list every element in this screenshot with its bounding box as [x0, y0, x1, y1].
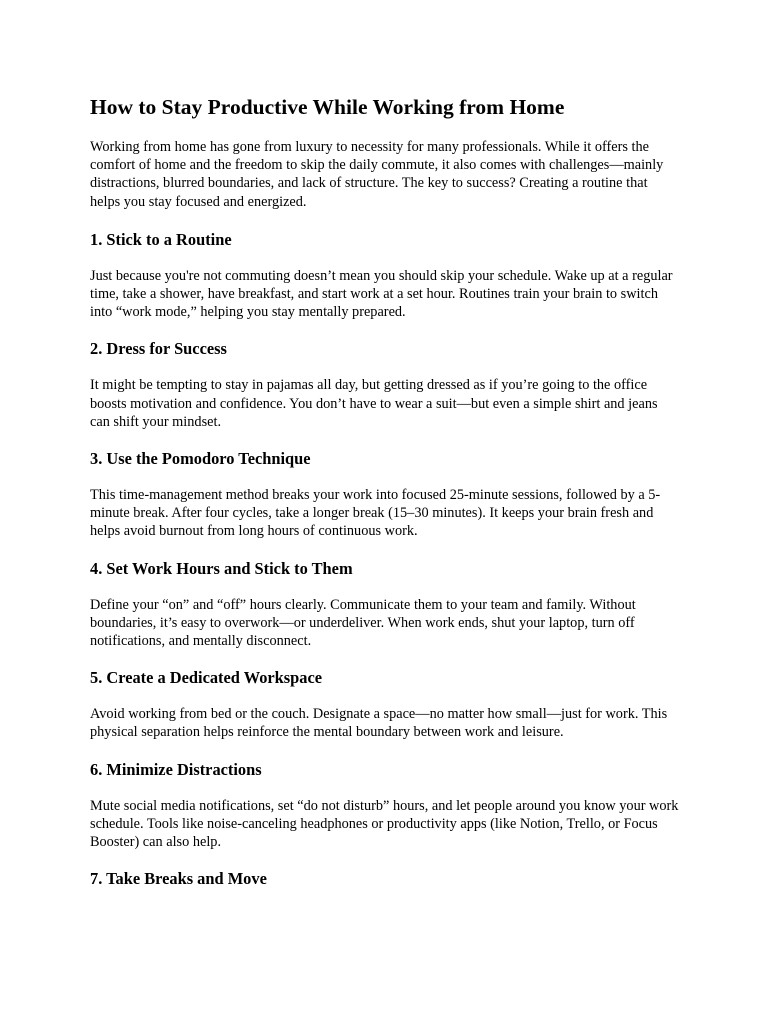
section-heading: 5. Create a Dedicated Workspace: [90, 668, 323, 688]
section-body: It might be tempting to stay in pajamas all day, but getting dressed as if you’re going to the office boosts motivation and confidence. You don’t have to wear a suit—but even a simple shirt and jeans can shift your mindset.: [90, 377, 658, 430]
section-routine: [90, 229, 680, 322]
section-heading: 6. Minimize Distractions: [90, 759, 262, 779]
section-body: Define your “on” and “off” hours clearly. Communicate them to your team and family. Without boundaries, it’s easy to overwork—or underdeliver. When work ends, shut your laptop, turn off notifications, and mentally disconnect.: [90, 596, 636, 650]
section-body: This time-management method breaks your work into focused 25-minute sessions, followed by a 5-minute break. After four cycles, take a longer break (15–30 minutes). It keeps your brain fresh and helps avoid burnout from long hours of continuous work.: [90, 487, 661, 540]
section-dress: [90, 338, 680, 431]
section-work-hours: [90, 558, 680, 651]
section-workspace: [90, 667, 680, 741]
document-page: [90, 92, 680, 906]
section-heading: 2. Dress for Success: [90, 339, 227, 359]
section-distractions: [90, 759, 680, 852]
section-body: Just because you're not commuting doesn’t mean you should skip your schedule. Wake up at a regular time, take a shower, have breakfast, and start work at a set hour. Routines train your brain to switch into “work mode,” helping you stay mentally prepared.: [90, 267, 673, 321]
document-title: How to Stay Productive While Working from Home: [90, 95, 565, 119]
section-breaks: [90, 868, 680, 890]
section-heading: 3. Use the Pomodoro Technique: [90, 449, 311, 469]
intro-paragraph: Working from home has gone from luxury to necessity for many professionals. While it offers the comfort of home and the freedom to skip the daily commute, it also comes with challenges—mainly distractions, blurred boundaries, and lack of structure. The key to success? Creating a routine that helps you stay focused and energized.: [90, 139, 664, 210]
section-heading: 1. Stick to a Routine: [90, 229, 232, 249]
section-heading: 4. Set Work Hours and Stick to Them: [90, 558, 353, 578]
section-body: Mute social media notifications, set “do not disturb” hours, and let people around you know your work schedule. Tools like noise-canceling headphones or productivity apps (like Notion, Trello, or Focus Booster) can also help.: [90, 797, 679, 851]
section-pomodoro: [90, 448, 680, 541]
section-heading: 7. Take Breaks and Move: [90, 869, 267, 889]
section-body: Avoid working from bed or the couch. Designate a space—no matter how small—just for work. This physical separation helps reinforce the mental boundary between work and leisure.: [90, 706, 668, 741]
